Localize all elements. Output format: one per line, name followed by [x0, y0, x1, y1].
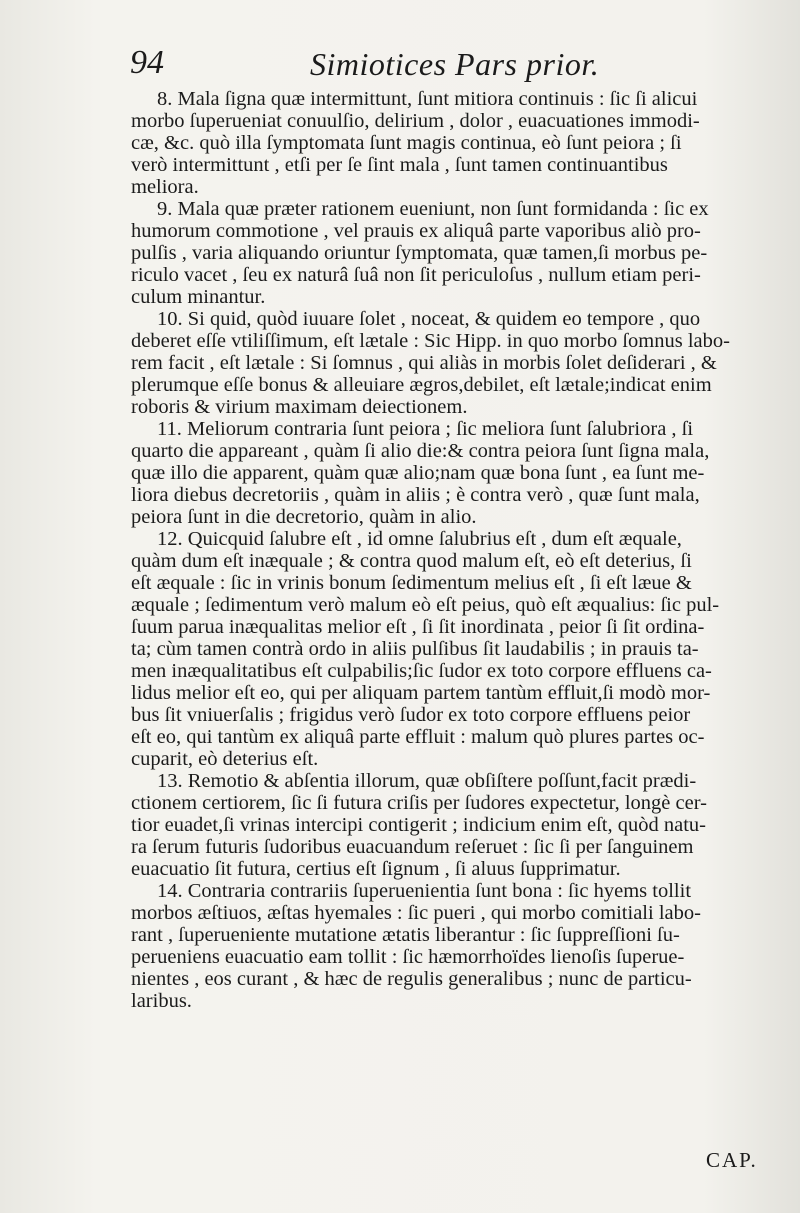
text-line: æquale ; ſedimentum verò malum eò eſt peius, quò eſt æqualius: ſic pul-: [131, 594, 720, 616]
text-line: culum minantur.: [131, 286, 266, 308]
text-line: 8. Mala ſigna quæ intermittunt, ſunt mitiora continuis : ſic ſi alicui: [157, 88, 698, 110]
text-line: ctionem certiorem, ſic ſi futura criſis per ſudores expectetur, longè cer-: [131, 792, 707, 814]
paragraph-11: [131, 418, 763, 528]
text-line: 13. Remotio & abſentia illorum, quæ obſiſtere poſſunt,facit prædi-: [157, 770, 697, 792]
paragraph-8: [131, 88, 763, 198]
text-line: roboris & virium maximam deiectionem.: [131, 396, 468, 418]
page-header: [130, 44, 610, 88]
text-line: euacuatio ſit futura, certius eſt ſignum , ſi aluus ſupprimatur.: [131, 858, 621, 880]
text-line: eſt æquale : ſic in vrinis bonum ſedimentum melius eſt , ſi eſt læue &: [131, 572, 692, 594]
paragraph-14: [131, 880, 763, 1012]
text-line: quàm dum eſt inæquale ; & contra quod malum eſt, eò eſt deterius, ſi: [131, 550, 692, 572]
text-line: humorum commotione , vel prauis ex aliquâ parte vaporibus aliò pro-: [131, 220, 701, 242]
page-number: 94: [130, 44, 164, 81]
text-line: ta; cùm tamen contrà ordo in aliis pulſibus ſit laudabilis ; in prauis ta-: [131, 638, 699, 660]
text-line: morbos æſtiuos, æſtas hyemales : ſic pueri , qui morbo comitiali labo-: [131, 902, 701, 924]
text-line: ſuum parua inæqualitas melior eſt , ſi ſit inordinata , peior ſi ſit ordina-: [131, 616, 705, 638]
text-line: ra ſerum futuris ſudoribus euacuandum reſeruet : ſic ſi per ſanguinem: [131, 836, 694, 858]
text-line: rem facit , eſt lætale : Si ſomnus , qui aliàs in morbis ſolet deſiderari , &: [131, 352, 717, 374]
paragraph-12: [131, 528, 763, 770]
text-line: riculo vacet , ſeu ex naturâ ſuâ non ſit periculoſus , nullum etiam peri-: [131, 264, 701, 286]
text-line: 14. Contraria contrariis ſuperuenientia ſunt bona : ſic hyems tollit: [157, 880, 692, 902]
text-line: peiora ſunt in die decretorio, quàm in alio.: [131, 506, 477, 528]
text-line: pulſis , varia aliquando oriuntur ſymptomata, quæ tamen,ſi morbus pe-: [131, 242, 708, 264]
text-line: deberet eſſe vtiliſſimum, eſt lætale : Sic Hipp. in quo morbo ſomnus labo-: [131, 330, 730, 352]
text-line: plerumque eſſe bonus & alleuiare ægros,debilet, eſt lætale;indicat enim: [131, 374, 712, 396]
text-line: meliora.: [131, 176, 199, 198]
text-line: 9. Mala quæ præter rationem eueniunt, non ſunt formidanda : ſic ex: [157, 198, 709, 220]
body-text: [131, 88, 763, 1012]
text-line: eſt eo, qui tantùm ex aliquâ parte effluit : malum quò plures partes oc-: [131, 726, 705, 748]
text-line: laribus.: [131, 990, 192, 1012]
text-line: liora diebus decretoriis , quàm in aliis ; è contra verò , quæ ſunt mala,: [131, 484, 700, 506]
running-head: Simiotices Pars prior.: [310, 46, 600, 82]
text-line: bus ſit vniuerſalis ; frigidus verò ſudor ex toto corpore effluens peior: [131, 704, 691, 726]
text-line: quarto die appareant , quàm ſi alio die:& contra peiora ſunt ſigna mala,: [131, 440, 710, 462]
text-line: lidus melior eſt eo, qui per aliquam partem tantùm effluit,ſi modò mor-: [131, 682, 711, 704]
text-line: perueniens euacuatio eam tollit : ſic hæmorrhoïdes lienoſis ſuperue-: [131, 946, 685, 968]
text-line: 10. Si quid, quòd iuuare ſolet , noceat, & quidem eo tempore , quo: [157, 308, 701, 330]
text-line: tior euadet,ſi vrinas intercipi contigerit ; indicium enim eſt, quòd natu-: [131, 814, 706, 836]
paragraph-9: [131, 198, 763, 308]
paragraph-10: [131, 308, 763, 418]
text-line: 12. Quicquid ſalubre eſt , id omne ſalubrius eſt , dum eſt æquale,: [157, 528, 682, 550]
text-line: cuparit, eò deterius eſt.: [131, 748, 319, 770]
text-line: verò intermittunt , etſi per ſe ſint mala , ſunt tamen continuantibus: [131, 154, 668, 176]
text-line: rant , ſuperueniente mutatione ætatis liberantur : ſic ſuppreſſioni ſu-: [131, 924, 680, 946]
paragraph-13: [131, 770, 763, 880]
text-line: men inæqualitatibus eſt culpabilis;ſic ſudor ex toto corpore effluens ca-: [131, 660, 712, 682]
text-line: cæ, &c. quò illa ſymptomata ſunt magis continua, eò ſunt peiora ; ſi: [131, 132, 682, 154]
text-line: nientes , eos curant , & hæc de regulis generalibus ; nunc de particu-: [131, 968, 692, 990]
text-line: morbo ſuperueniat conuulſio, delirium , dolor , euacuationes immodi-: [131, 110, 700, 132]
catchword: CAP.: [706, 1148, 758, 1172]
text-line: quæ illo die apparent, quàm quæ alio;nam quæ bona ſunt , ea ſunt me-: [131, 462, 705, 484]
text-line: 11. Meliorum contraria ſunt peiora ; ſic meliora ſunt ſalubriora , ſi: [157, 418, 694, 440]
